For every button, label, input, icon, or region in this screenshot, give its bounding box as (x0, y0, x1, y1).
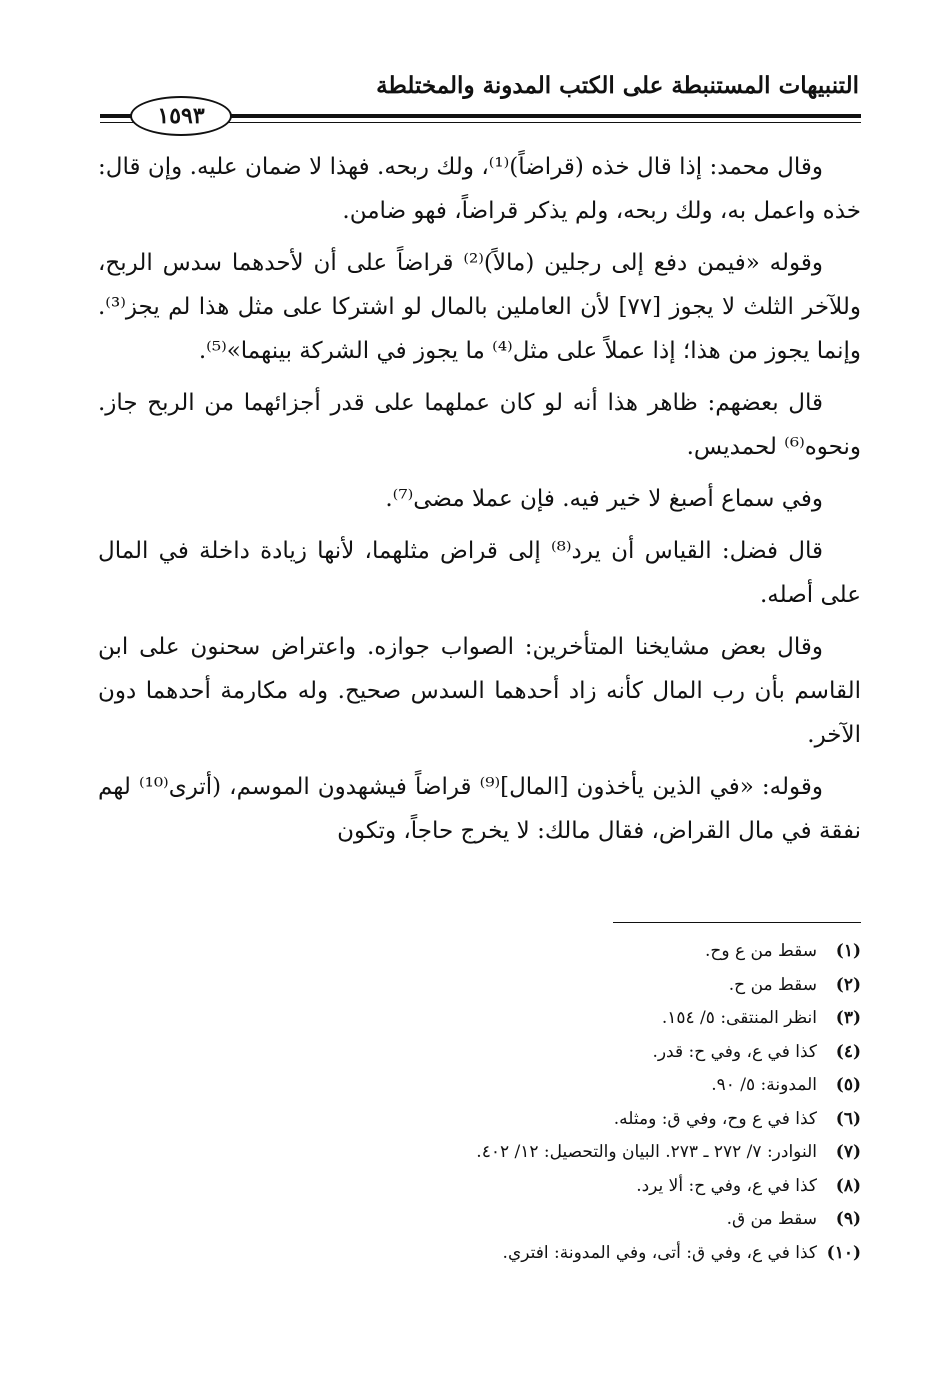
footnote-number: (١) (835, 941, 861, 961)
footnote-text: سقط من ح. (728, 974, 817, 995)
footnote (300, 969, 861, 1003)
footnote-number: (٨) (835, 1175, 861, 1196)
footnote-text: المدونة: ٥/ ٩٠. (711, 1075, 817, 1095)
footnote-number: (٥) (835, 1075, 861, 1095)
paragraph: وقال بعض مشايخنا المتأخرين: الصواب جوازه. واعتراض سحنون على ابن القاسم بأن رب المال كأنه زاد أحدهما السدس صحيح. وله مكارمة أحدهما دون الآخر. (98, 634, 861, 748)
footnote (300, 1103, 861, 1137)
footnote (300, 1136, 861, 1170)
footnote-text: كذا في ع، وفي ق: أتى، وفي المدونة: افتري. (502, 1242, 817, 1263)
footnote-number: (٧) (835, 1142, 861, 1162)
page-number (130, 96, 232, 136)
paragraph: وقوله: «في الذين يأخذون [المال]⁽⁹⁾ قراضاً فيشهدون الموسم، (أترى⁽¹⁰⁾ لهم نفقة في مال القراض، فقال مالك: لا يخرج حاجاً، وتكون (98, 774, 861, 844)
page-number-text: ١٥٩٣ (157, 103, 205, 129)
footnote-text: كذا في ع، وفي ح: قدر. (652, 1041, 817, 1062)
footnote-text: كذا في ع، وفي ح: ألا يرد. (636, 1175, 817, 1196)
footnote-number: (٤) (835, 1041, 861, 1062)
footnote-number: (٩) (835, 1209, 861, 1229)
footnote-text: النوادر: ٧/ ٢٧٢ ـ ٢٧٣. البيان والتحصيل: ١٢/ ٤٠٢. (476, 1142, 817, 1162)
footnote-number: (٣) (835, 1008, 861, 1028)
footnote-text: سقط من ق. (726, 1209, 817, 1229)
paragraph: قال بعضهم: ظاهر هذا أنه لو كان عملهما على قدر أجزائهما من الربح جاز. ونحوه⁽⁶⁾ لحمديس. (98, 390, 861, 460)
running-title: التنبيهات المستنبطة على الكتب المدونة والمختلطة (376, 72, 859, 99)
paragraph: وفي سماع أصبغ لا خير فيه. فإن عملا مضى⁽⁷⁾. (385, 486, 823, 512)
footnotes (300, 935, 861, 1270)
footnote-number: (١٠) (826, 1242, 861, 1263)
paragraph: وقال محمد: إذا قال خذه (قراضاً)⁽¹⁾، ولك ربحه. فهذا لا ضمان عليه. وإن قال: خذه واعمل به، ولك ربحه، ولم يذكر قراضاً، فهو ضامن. (98, 154, 861, 224)
paragraph: قال فضل: القياس أن يرد⁽⁸⁾ إلى قراض مثلهما، لأنها زيادة داخلة في المال على أصله. (98, 538, 861, 608)
footnote-number: (٢) (835, 974, 861, 995)
footnote (300, 935, 861, 969)
footnote (300, 1203, 861, 1237)
footnote (300, 1170, 861, 1204)
footnote (300, 1069, 861, 1103)
footnote-separator (613, 922, 861, 923)
footnote (300, 1002, 861, 1036)
footnote-text: سقط من ع وح. (705, 941, 817, 961)
footnote (300, 1237, 861, 1271)
footnote-number: (٦) (835, 1108, 861, 1129)
footnote-text: كذا في ع وح، وفي ق: ومثله. (613, 1108, 817, 1129)
paragraph: وقوله «فيمن دفع إلى رجلين (مالاً)⁽²⁾ قراضاً على أن لأحدهما سدس الربح، وللآخر الثلث لا يجوز [٧٧] لأن العاملين بالمال لو اشتركا على مثل هذا لم يجز⁽³⁾. وإنما يجوز من هذا؛ إذا عملاً على مثل⁽⁴⁾ ما يجوز في الشركة بينهما»⁽⁵⁾. (98, 250, 861, 364)
footnote-text: انظر المنتقى: ٥/ ١٥٤. (661, 1008, 817, 1028)
body-text (98, 145, 861, 861)
footnote (300, 1036, 861, 1070)
